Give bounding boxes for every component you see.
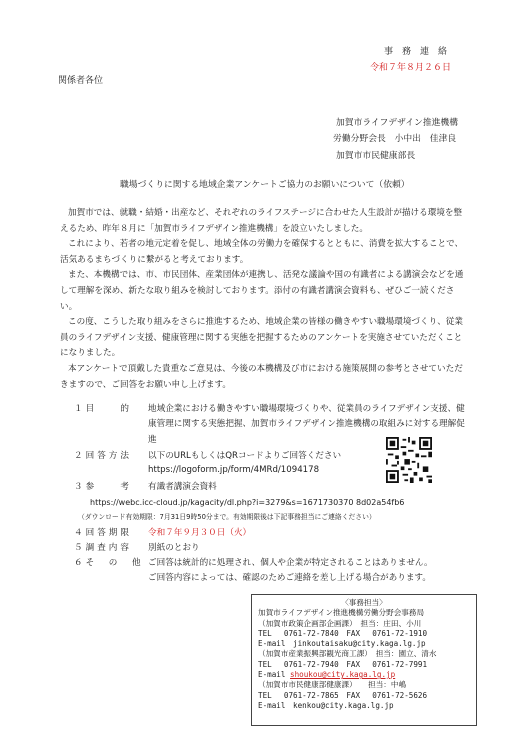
item-text: ご回答は統計的に処理され、個人や企業が特定されることはありません。	[148, 558, 433, 568]
reference-url[interactable]: https://webc.icc-cloud.jp/kagacity/dl.php?i=3279&s=1671730370 8d02a54fb6	[90, 498, 405, 507]
item-label: ２回答方法	[74, 451, 132, 461]
contact-email-row	[258, 670, 470, 680]
item-text: 以下のURLもしくはQRコードよりご回答ください	[148, 451, 342, 461]
contact-dept: （加賀市市民健康部健康課） 担当：中嶋	[258, 680, 407, 690]
body-paragraph: また、本機構では、市、市民団体、産業団体が連携し、活発な議論や国の有識者による講演会などを通して理解を深め、新たな取り組みを検討しております。添付の有識者講演会資料も、ぜひご一読ください。	[60, 270, 464, 312]
body-paragraph: これにより、若者の地元定着を促し、地域全体の労働力を確保するとともに、消費を拡大することで、活気あるまちづくりに繋がると考えております。	[60, 239, 464, 265]
contact-email[interactable]: shoukou@city.kaga.lg.jp	[290, 670, 396, 680]
contact-email[interactable]: E-mail jinkoutaisaku@city.kaga.lg.jp	[258, 639, 426, 649]
body-paragraph: 本アンケートで頂戴した貴重なご意見は、今後の本機構及び市における施策展開の参考とさせていただきますので、ご回答をお願い申し上げます。	[60, 363, 463, 390]
contact-tel: TEL 0761-72-7940 FAX 0761-72-7991	[258, 659, 428, 669]
contact-dept: （加賀市政策企画部企画課） 担当：庄田、小川	[258, 618, 422, 628]
sender-dept: 加賀市市民健康部長	[336, 151, 416, 161]
email-label: E-mail	[258, 670, 286, 680]
item-label: ５調査内容	[74, 543, 132, 553]
qr-code[interactable]	[386, 437, 432, 483]
item-label: ４回答期限	[74, 528, 132, 538]
item-text: 有識者講演会資料	[148, 482, 217, 492]
download-note: （ダウンロード有効期限：7月31日9時50分まで。有効期限後は下記事務担当にご連絡ください）	[78, 513, 376, 521]
item-label: ３参 考	[74, 482, 132, 492]
addressee: 関係者各位	[58, 76, 104, 86]
deadline-date: 令和７年９月３０日（火）	[148, 528, 252, 538]
body-paragraph: 加賀市では、就職・結婚・出産など、それぞれのライフステージに合わせた人生設計が描ける環境を整えるため、昨年８月に「加賀市ライフデザイン推進機構」を設立いたしました。	[60, 208, 463, 234]
sender-org: 加賀市ライフデザイン推進機構	[336, 118, 459, 128]
item-text: 地域企業における働きやすい職場環境づくりや、従業員のライフデザイン支援、健康管理に関する実態把握、加賀市ライフデザイン推進機構の取組みに対する理解促進	[148, 404, 465, 445]
contact-email[interactable]: E-mail kenkou@city.kaga.lg.jp	[258, 700, 394, 710]
item-text: ご回答内容によっては、確認のためご連絡を差し上げる場合があります。	[148, 573, 431, 583]
sender-chair: 労働分野会長 小中出 佳津良	[333, 134, 457, 144]
contact-box	[251, 594, 477, 726]
item-reference	[60, 480, 480, 532]
survey-url[interactable]: https://logoform.jp/form/4MRd/1094178	[148, 465, 320, 475]
contact-dept: （加賀市産業振興部観光商工課） 担当：園立、清水	[258, 649, 437, 659]
contact-heading: 〈事務担当〉	[341, 598, 387, 607]
contact-org: 加賀市ライフデザイン推進機構労働分野会事務局	[258, 608, 425, 618]
document-title: 職場づくりに関する地域企業アンケートご協力のお願いについて（依頼）	[120, 180, 410, 190]
body-paragraph: この度、こうした取り組みをさらに推進するため、地域企業の皆様の働きやすい職場環境づくり、従業員のライフデザイン支援、健康管理に関する実態を把握するためのアンケートを実施させていただくことになりました。	[60, 317, 463, 359]
contact-tel: TEL 0761-72-7840 FAX 0761-72-1910	[258, 628, 428, 638]
contact-tel: TEL 0761-72-7865 FAX 0761-72-5626	[258, 690, 428, 700]
item-text: 別紙のとおり	[148, 543, 200, 553]
item-label: ６そ の 他	[74, 558, 144, 568]
document-type: 事 務 連 絡	[384, 47, 448, 57]
item-label: １目 的	[74, 404, 132, 414]
item-other	[60, 556, 480, 588]
item-survey	[60, 541, 480, 557]
document-date: 令和７年８月２６日	[370, 63, 452, 73]
item-deadline	[60, 526, 480, 542]
body-text	[60, 206, 470, 393]
